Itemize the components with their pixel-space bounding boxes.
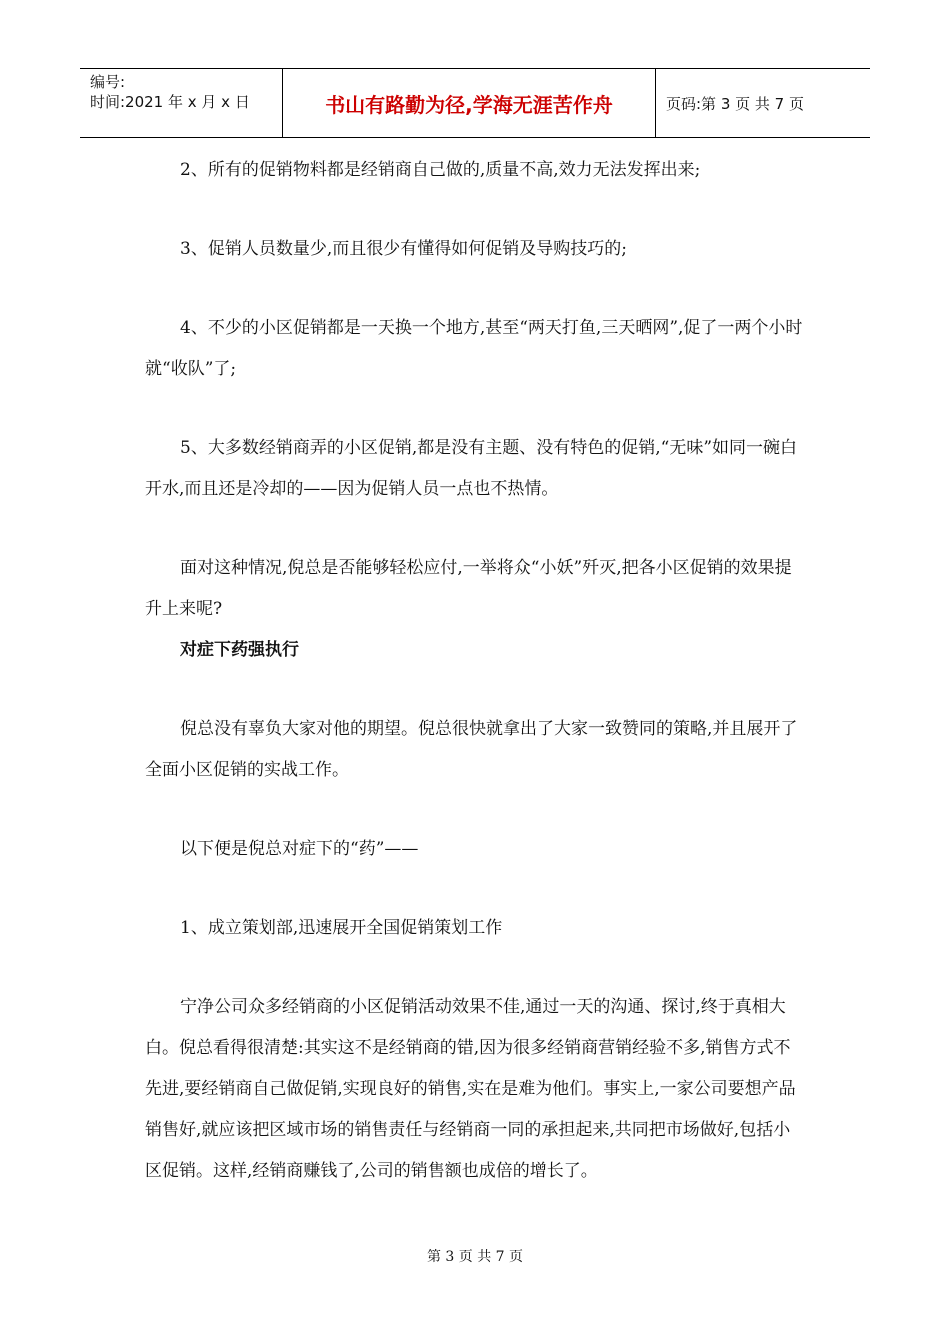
header-motto: 书山有路勤为径,学海无涯苦作舟 [282,69,656,137]
paragraph: 3、促销人员数量少,而且很少有懂得如何促销及导购技巧的; [180,239,627,259]
paragraph: 倪总没有辜负大家对他的期望。倪总很快就拿出了大家一致赞同的策略,并且展开了全面小区促销的实战工作。 [145,719,798,780]
paragraph: 面对这种情况,倪总是否能够轻松应付,一举将众“小妖”歼灭,把各小区促销的效果提升上来呢? [145,558,792,619]
paragraph: 1、成立策划部,迅速展开全国促销策划工作 [180,918,503,938]
document-header [80,68,870,138]
paragraph: 5、大多数经销商弄的小区促销,都是没有主题、没有特色的促销,“无味”如同一碗白开水,而且还是冷却的——因为促销人员一点也不热情。 [145,438,798,499]
document-body [145,150,805,1192]
paragraph: 4、不少的小区促销都是一天换一个地方,甚至“两天打鱼,三天晒网”,促了一两个小时就“收队”了; [145,318,803,379]
page-footer: 第 3 页 共 7 页 [426,1249,524,1265]
header-meta [80,69,282,137]
header-page-info: 页码:第 3 页 共 7 页 [666,94,804,113]
time-label: 时间:2021 年 x 月 x 日 [90,93,250,111]
paragraph: 2、所有的促销物料都是经销商自己做的,质量不高,效力无法发挥出来; [180,160,701,180]
paragraph: 宁净公司众多经销商的小区促销活动效果不佳,通过一天的沟通、探讨,终于真相大白。倪总看得很清楚:其实这不是经销商的错,因为很多经销商营销经验不多,销售方式不先进,要经销商自己做促销,实现良好的销售,实在是难为他们。事实上,一家公司要想产品销售好,就应该把区域市场的销售责任与经销商一同的承担起来,共同把市场做好,包括小区促销。这样,经销商赚钱了,公司的销售额也成倍的增长了。 [145,997,796,1181]
number-label: 编号: [90,73,126,91]
section-heading: 对症下药强执行 [180,640,299,660]
paragraph: 以下便是倪总对症下的“药”—— [180,839,419,859]
